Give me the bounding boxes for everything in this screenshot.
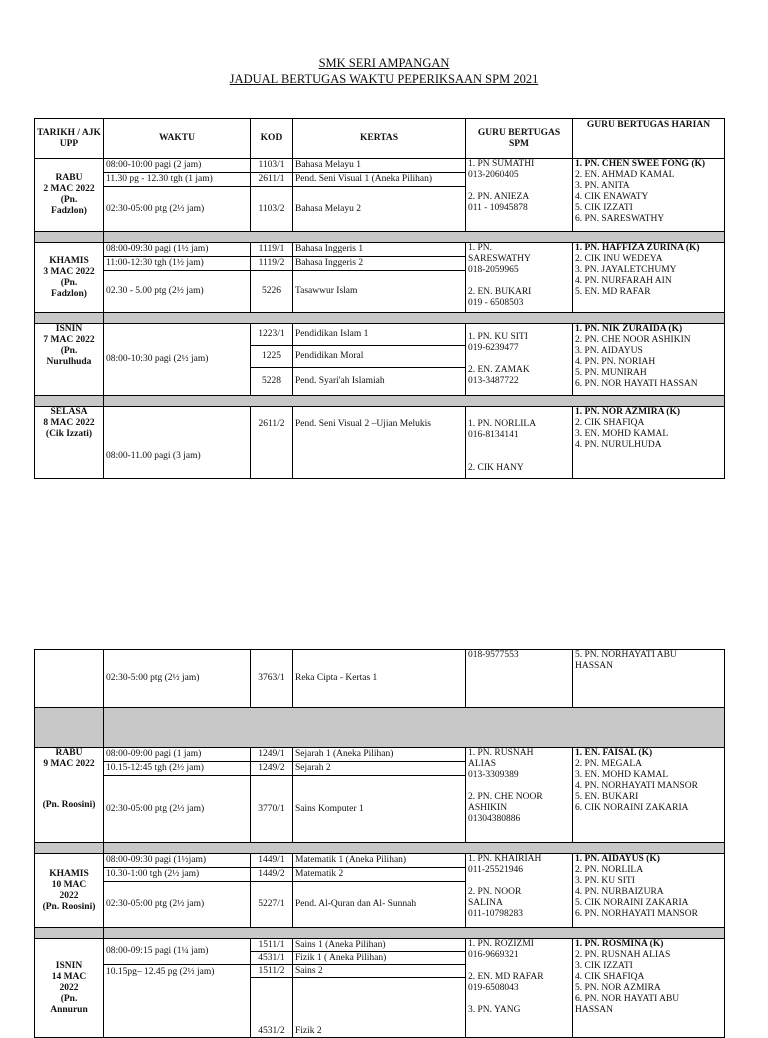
- waktu-cell: 08:00-09:00 pagi (1 jam): [104, 748, 251, 762]
- harian-list: 2. EN. AHMAD KAMAL 3. PN. ANITA 4. CIK ENAWATY 5. CIK IZZATI 6. PN. SARESWATHY: [575, 170, 675, 224]
- kod-cell: 4531/1: [251, 952, 293, 965]
- school-name: SMK SERI AMPANGAN: [318, 56, 450, 70]
- table-row: [35, 748, 725, 762]
- kod-cell: 1511/2: [251, 965, 293, 978]
- table-row: [35, 407, 725, 479]
- kod-cell: 1119/2: [251, 257, 293, 271]
- kod-cell: 1223/1: [251, 324, 293, 346]
- date-cell: SELASA 8 MAC 2022 (Cik Izzati): [35, 407, 104, 479]
- guru-harian-cell: [573, 939, 725, 1038]
- waktu-cell: 02:30-05:00 ptg (2½ jam): [104, 776, 251, 843]
- waktu-cell: 08:00-09:15 pagi (1¼ jam): [104, 939, 251, 965]
- harian-head: 1. PN. AIDAYUS (K): [575, 854, 660, 864]
- separator-row: [35, 843, 725, 854]
- separator-row: [35, 928, 725, 939]
- harian-list: 2. PN. MEGALA 3. EN. MOHD KAMAL 4. PN. NORHAYATI MANSOR 5. EN. BUKARI 6. CIK NORAINI ZAKARIA: [575, 759, 698, 813]
- separator-row: [35, 232, 725, 243]
- separator-row: [35, 396, 725, 407]
- table-row: [35, 650, 725, 708]
- kod-cell: 2611/2: [251, 407, 293, 479]
- col-header-kod: KOD: [251, 119, 293, 159]
- kod-cell: 5227/1: [251, 882, 293, 928]
- kod-cell: 1225: [251, 346, 293, 368]
- col-header-guru-harian: GURU BERTUGAS HARIAN: [573, 119, 725, 159]
- waktu-cell: 02.30 - 5.00 ptg (2½ jam): [104, 271, 251, 313]
- kertas-cell: Sains 2: [293, 965, 466, 978]
- kod-cell: 3763/1: [251, 650, 293, 708]
- ajk-label: (Pn. Roosini): [42, 800, 96, 810]
- duty-table-page-1: [34, 118, 725, 479]
- kertas-cell: Pend. Syari'ah Islamiah: [293, 368, 466, 396]
- guru-harian-cell: [573, 324, 725, 396]
- kertas-cell: Matematik 1 (Aneka Pilihan): [293, 854, 466, 868]
- table-row: [35, 159, 725, 173]
- kertas-cell: Bahasa Inggeris 1: [293, 243, 466, 257]
- harian-head: 1. PN. CHEN SWEE FONG (K): [575, 159, 706, 169]
- kod-cell: 1249/1: [251, 748, 293, 762]
- table-header-row: [35, 119, 725, 159]
- kertas-cell: Sejarah 2: [293, 762, 466, 776]
- harian-list: 2. CIK INU WEDEYA 3. PN. JAYALETCHUMY 4. PN. NURFARAH AIN 5. EN. MD RAFAR: [575, 254, 677, 297]
- guru-spm-cell: 1. PN. RUSNAH ALIAS 013-3309389 2. PN. CHE NOOR ASHIKIN 01304380886: [466, 748, 573, 843]
- guru-spm-cell: 1. PN. ROZIZMI 016-9669321 2. EN. MD RAFAR 019-6508043 3. PN. YANG: [466, 939, 573, 1038]
- kertas-cell: Pend. Seni Visual 2 –Ujian Melukis: [293, 407, 466, 479]
- date-cell: KHAMIS 10 MAC 2022 (Pn. Roosini): [35, 854, 104, 928]
- waktu-cell: 08:00-10:00 pagi (2 jam): [104, 159, 251, 173]
- separator-row: [35, 313, 725, 324]
- col-header-guru-spm: GURU BERTUGAS SPM: [466, 119, 573, 159]
- guru-harian-cell: 5. PN. NORHAYATI ABU HASSAN: [573, 650, 725, 708]
- kertas-cell: Tasawwur Islam: [293, 271, 466, 313]
- guru-spm-cell: 1. PN. NORLILA 016-8134141 2. CIK HANY: [466, 407, 573, 479]
- kertas-cell: Sains Komputer 1: [293, 776, 466, 843]
- date-cell: ISNIN 7 MAC 2022 (Pn. Nurulhuda: [35, 324, 104, 396]
- guru-spm-cell: 1. PN. KU SITI 019-6239477 2. EN. ZAMAK 013-3487722: [466, 324, 573, 396]
- guru-harian-cell: [573, 243, 725, 313]
- kertas-cell: Pendidikan Islam 1: [293, 324, 466, 346]
- waktu-cell: 11:00-12:30 tgh (1½ jam): [104, 257, 251, 271]
- date-cell: KHAMIS 3 MAC 2022 (Pn. Fadzlon): [35, 243, 104, 313]
- harian-head: 1. EN. FAISAL (K): [575, 748, 653, 758]
- duty-table-page-2: [34, 649, 725, 1038]
- kertas-cell: Reka Cipta - Kertas 1: [293, 650, 466, 708]
- kod-cell: 5226: [251, 271, 293, 313]
- kertas-cell: Bahasa Inggeris 2: [293, 257, 466, 271]
- harian-head: 1. PN. NOR AZMIRA (K): [575, 407, 681, 417]
- waktu-cell: 08:00-09:30 pagi (1½jam): [104, 854, 251, 868]
- kod-cell: 5228: [251, 368, 293, 396]
- kod-cell: 2611/1: [251, 173, 293, 187]
- table-row: [35, 939, 725, 952]
- col-header-waktu: WAKTU: [104, 119, 251, 159]
- guru-spm-cell: 1. PN SUMATHI 013-2060405 2. PN. ANIEZA 011 - 10945878: [466, 159, 573, 232]
- kertas-cell: Fizik 2: [293, 978, 466, 1038]
- date-cell: [35, 748, 104, 843]
- kod-cell: 1449/1: [251, 854, 293, 868]
- waktu-cell: 10.15-12:45 tgh (2½ jam): [104, 762, 251, 776]
- table-row: [35, 243, 725, 257]
- waktu-cell: 08:00-11.00 pagi (3 jam): [104, 407, 251, 479]
- guru-harian-cell: [573, 854, 725, 928]
- guru-harian-cell: [573, 748, 725, 843]
- col-header-kertas: KERTAS: [293, 119, 466, 159]
- date-cell: RABU 2 MAC 2022 (Pn. Fadzlon): [35, 159, 104, 232]
- harian-list: 2. PN. NORLILA 3. PN. KU SITI 4. PN. NURBAIZURA 5. CIK NORAINI ZAKARIA 6. PN. NORHAYATI MANSOR: [575, 865, 698, 919]
- kod-cell: 1103/1: [251, 159, 293, 173]
- guru-spm-cell: 1. PN. KHAIRIAH 011-25521946 2. PN. NOOR SALINA 011-10798283: [466, 854, 573, 928]
- harian-head: 1. PN. NIK ZURAIDA (K): [575, 324, 683, 334]
- kod-cell: 3770/1: [251, 776, 293, 843]
- separator-row: [35, 708, 725, 748]
- guru-harian-cell: [573, 407, 725, 479]
- kod-cell: 1119/1: [251, 243, 293, 257]
- waktu-cell: 02:30-5:00 ptg (2½ jam): [104, 650, 251, 708]
- waktu-cell: 10.15pg– 12.45 pg (2½ jam): [104, 965, 251, 1038]
- kertas-cell: Bahasa Melayu 1: [293, 159, 466, 173]
- waktu-cell: 08:00-10:30 pagi (2½ jam): [104, 324, 251, 396]
- kertas-cell: Matematik 2: [293, 868, 466, 882]
- date-cell: ISNIN 14 MAC 2022 (Pn. Annurun: [35, 939, 104, 1038]
- waktu-cell: 02:30-05:00 ptg (2½ jam): [104, 187, 251, 232]
- kertas-cell: Pend. Seni Visual 1 (Aneka Pilihan): [293, 173, 466, 187]
- kod-cell: 4531/2: [251, 978, 293, 1038]
- guru-spm-cell: 018-9577553: [466, 650, 573, 708]
- kod-cell: 1449/2: [251, 868, 293, 882]
- waktu-cell: 02:30-05:00 ptg (2½ jam): [104, 882, 251, 928]
- kod-cell: 1511/1: [251, 939, 293, 952]
- kertas-cell: Bahasa Melayu 2: [293, 187, 466, 232]
- harian-list: 2. PN. RUSNAH ALIAS 3. CIK IZZATI 4. CIK SHAFIQA 5. PN. NOR AZMIRA 6. PN. NOR HAYATI ABU HASSAN: [575, 950, 680, 1015]
- guru-harian-cell: [573, 159, 725, 232]
- kod-cell: 1103/2: [251, 187, 293, 232]
- harian-head: 1. PN. HAFFIZA ZURINA (K): [575, 243, 700, 253]
- waktu-cell: 11.30 pg - 12.30 tgh (1 jam): [104, 173, 251, 187]
- kod-cell: 1249/2: [251, 762, 293, 776]
- date-label: RABU 9 MAC 2022: [43, 748, 95, 769]
- harian-list: 2. PN. CHE NOOR ASHIKIN 3. PN. AIDAYUS 4. PN. PN. NORIAH 5. PN. MUNIRAH 6. PN. NOR HAYATI HASSAN: [575, 335, 698, 389]
- waktu-cell: 10.30-1:00 tgh (2½ jam): [104, 868, 251, 882]
- guru-spm-cell: 1. PN. SARESWATHY 018-2059965 2. EN. BUKARI 019 - 6508503: [466, 243, 573, 313]
- waktu-cell: 08:00-09:30 pagi (1½ jam): [104, 243, 251, 257]
- col-header-tarikh: TARIKH / AJK UPP: [35, 119, 104, 159]
- kertas-cell: Sejarah 1 (Aneka Pilihan): [293, 748, 466, 762]
- kertas-cell: Pendidikan Moral: [293, 346, 466, 368]
- kertas-cell: Sains 1 (Aneka Pilihan): [293, 939, 466, 952]
- table-row: [35, 854, 725, 868]
- table-row: [35, 324, 725, 346]
- harian-list: 2. CIK SHAFIQA 3. EN. MOHD KAMAL 4. PN. NURULHUDA: [575, 418, 669, 450]
- kertas-cell: Fizik 1 ( Aneka Pilihan): [293, 952, 466, 965]
- document-title: JADUAL BERTUGAS WAKTU PEPERIKSAAN SPM 2021: [229, 72, 539, 86]
- kertas-cell: Pend. Al-Quran dan Al- Sunnah: [293, 882, 466, 928]
- harian-head: 1. PN. ROSMINA (K): [575, 939, 664, 949]
